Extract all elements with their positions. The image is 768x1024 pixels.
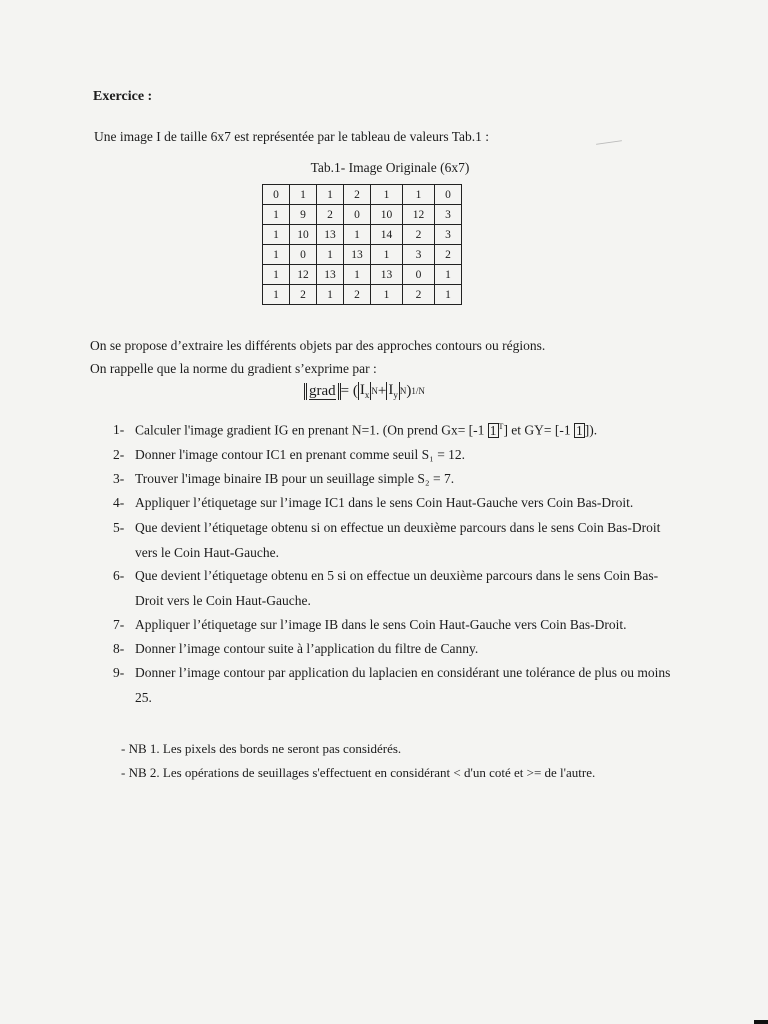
- table-cell: 3: [435, 225, 462, 245]
- table-cell: 1: [263, 265, 290, 285]
- question-text: Appliquer l’étiquetage sur l’image IB dans le sens Coin Haut-Gauche vers Coin Bas-Droit.: [135, 617, 627, 632]
- table-cell: 0: [290, 245, 317, 265]
- table-cell: 14: [371, 225, 403, 245]
- table-cell: 9: [290, 205, 317, 225]
- question-text: Donner l’image contour suite à l’application du filtre de Canny.: [135, 641, 479, 656]
- table-cell: 2: [344, 285, 371, 305]
- formula-n-exp2: N: [399, 386, 407, 396]
- table-cell: 1: [435, 265, 462, 285]
- table-cell: 1: [435, 285, 462, 305]
- table-cell: 3: [435, 205, 462, 225]
- question-item-9: [113, 660, 673, 710]
- q1-mid: ] et GY= [-1: [503, 422, 575, 438]
- question-number: 1-: [113, 422, 125, 437]
- paragraph-objects: On se propose d’extraire les différents objets par des approches contours ou régions.: [90, 338, 546, 353]
- table-cell: 2: [435, 245, 462, 265]
- question-item-5: [113, 515, 673, 565]
- question-item-6: [113, 563, 673, 613]
- table-cell: 0: [263, 185, 290, 205]
- pen-mark: [596, 140, 622, 145]
- table-cell: 2: [344, 185, 371, 205]
- question-item-2: [113, 442, 673, 467]
- q1-transpose: T: [498, 422, 504, 431]
- question-text: Que devient l’étiquetage obtenu si on effectue un deuxième parcours dans le sens Coin Bas-Droit vers le Coin Haut-Gauche.: [135, 520, 661, 560]
- question-number: 7-: [113, 617, 125, 632]
- question-item-3: [113, 466, 673, 491]
- q1-kernel-y: 1: [576, 422, 583, 438]
- table-cell: 1: [317, 245, 344, 265]
- table-cell: 1: [290, 185, 317, 205]
- question-text: Trouver l'image binaire IB pour un seuillage simple S₂ = 7.: [135, 471, 455, 486]
- table-cell: 2: [403, 225, 435, 245]
- table-cell: 10: [371, 205, 403, 225]
- table-cell: 13: [371, 265, 403, 285]
- table-cell: 1: [371, 285, 403, 305]
- q1-pre: Calculer l'image gradient IG en prenant N=1. (On prend Gx= [-1: [135, 422, 488, 438]
- note-1: - NB 1. Les pixels des bords ne seront pas considérés.: [121, 741, 402, 756]
- question-number: 5-: [113, 520, 125, 535]
- formula-ix-abs: [358, 382, 372, 400]
- gradient-formula: [304, 382, 425, 400]
- scan-corner-mark: [754, 1020, 768, 1024]
- question-number: 6-: [113, 568, 125, 583]
- q1-kernel-x: 1: [489, 422, 497, 438]
- question-text: Donner l'image contour IC1 en prenant comme seuil S₁ = 12.: [135, 447, 466, 462]
- table-cell: 13: [317, 225, 344, 245]
- formula-eq: = (: [340, 382, 358, 399]
- question-text: [135, 422, 673, 439]
- table-cell: 3: [403, 245, 435, 265]
- table-row: [263, 265, 462, 285]
- formula-y-sub: y: [393, 390, 398, 400]
- table-cell: 12: [290, 265, 317, 285]
- formula-x-sub: x: [364, 390, 370, 400]
- table-cell: 13: [317, 265, 344, 285]
- table-row: [263, 225, 462, 245]
- formula-close: ): [406, 382, 412, 399]
- question-item-7: [113, 612, 673, 637]
- question-number: 8-: [113, 641, 125, 656]
- formula-n-exp1: N: [371, 386, 378, 396]
- note-2: - NB 2. Les opérations de seuillages s'effectuent en considérant < d'un coté et >= de l'autre.: [121, 765, 596, 780]
- table-caption: Tab.1- Image Originale (6x7): [310, 160, 470, 175]
- table-cell: 2: [290, 285, 317, 305]
- paragraph-gradient-norm: On rappelle que la norme du gradient s’exprime par :: [90, 361, 377, 376]
- question-text: Donner l’image contour par application du laplacien en considérant une tolérance de plus ou moins 25.: [135, 665, 671, 705]
- table-cell: 1: [371, 245, 403, 265]
- table-cell: 2: [403, 285, 435, 305]
- formula-iy: I: [388, 382, 394, 398]
- question-item-4: [113, 490, 673, 515]
- question-number: 9-: [113, 665, 125, 680]
- table-cell: 0: [403, 265, 435, 285]
- table-cell: 1: [263, 225, 290, 245]
- table-cell: 1: [403, 185, 435, 205]
- image-values-table: [262, 184, 462, 305]
- table-cell: 1: [263, 205, 290, 225]
- q1-post: ]).: [584, 422, 598, 438]
- table-cell: 0: [435, 185, 462, 205]
- table-cell: 1: [263, 245, 290, 265]
- question-number: 2-: [113, 447, 125, 462]
- table-row: [263, 185, 462, 205]
- formula-grad: grad: [309, 382, 336, 399]
- table-cell: 2: [317, 205, 344, 225]
- table-row: [263, 245, 462, 265]
- question-item-8: [113, 636, 673, 661]
- intro-text: Une image I de taille 6x7 est représentée par le tableau de valeurs Tab.1 :: [94, 129, 490, 144]
- table-cell: 13: [344, 245, 371, 265]
- table-cell: 10: [290, 225, 317, 245]
- table-cell: 1: [263, 285, 290, 305]
- table-cell: 1: [371, 185, 403, 205]
- table-cell: 12: [403, 205, 435, 225]
- formula-plus: +: [377, 382, 387, 399]
- question-number: 4-: [113, 495, 125, 510]
- formula-iy-abs: [386, 382, 400, 400]
- table-cell: 1: [317, 285, 344, 305]
- exercise-title: Exercice :: [93, 89, 153, 104]
- formula-outer-exp: 1/N: [411, 386, 425, 396]
- formula-grad-norm: [304, 383, 341, 400]
- table-row: [263, 205, 462, 225]
- formula-ix: I: [359, 382, 365, 398]
- table-cell: 1: [344, 265, 371, 285]
- question-item-1: [113, 422, 673, 439]
- table-cell: 1: [317, 185, 344, 205]
- question-number: 3-: [113, 471, 125, 486]
- table-row: [263, 285, 462, 305]
- table-cell: 1: [344, 225, 371, 245]
- question-text: Que devient l’étiquetage obtenu en 5 si on effectue un deuxième parcours dans le sens Coin Bas-Droit vers le Coin Haut-Gauche.: [135, 568, 659, 608]
- table-cell: 0: [344, 205, 371, 225]
- question-text: Appliquer l’étiquetage sur l’image IC1 dans le sens Coin Haut-Gauche vers Coin Bas-Droit.: [135, 495, 634, 510]
